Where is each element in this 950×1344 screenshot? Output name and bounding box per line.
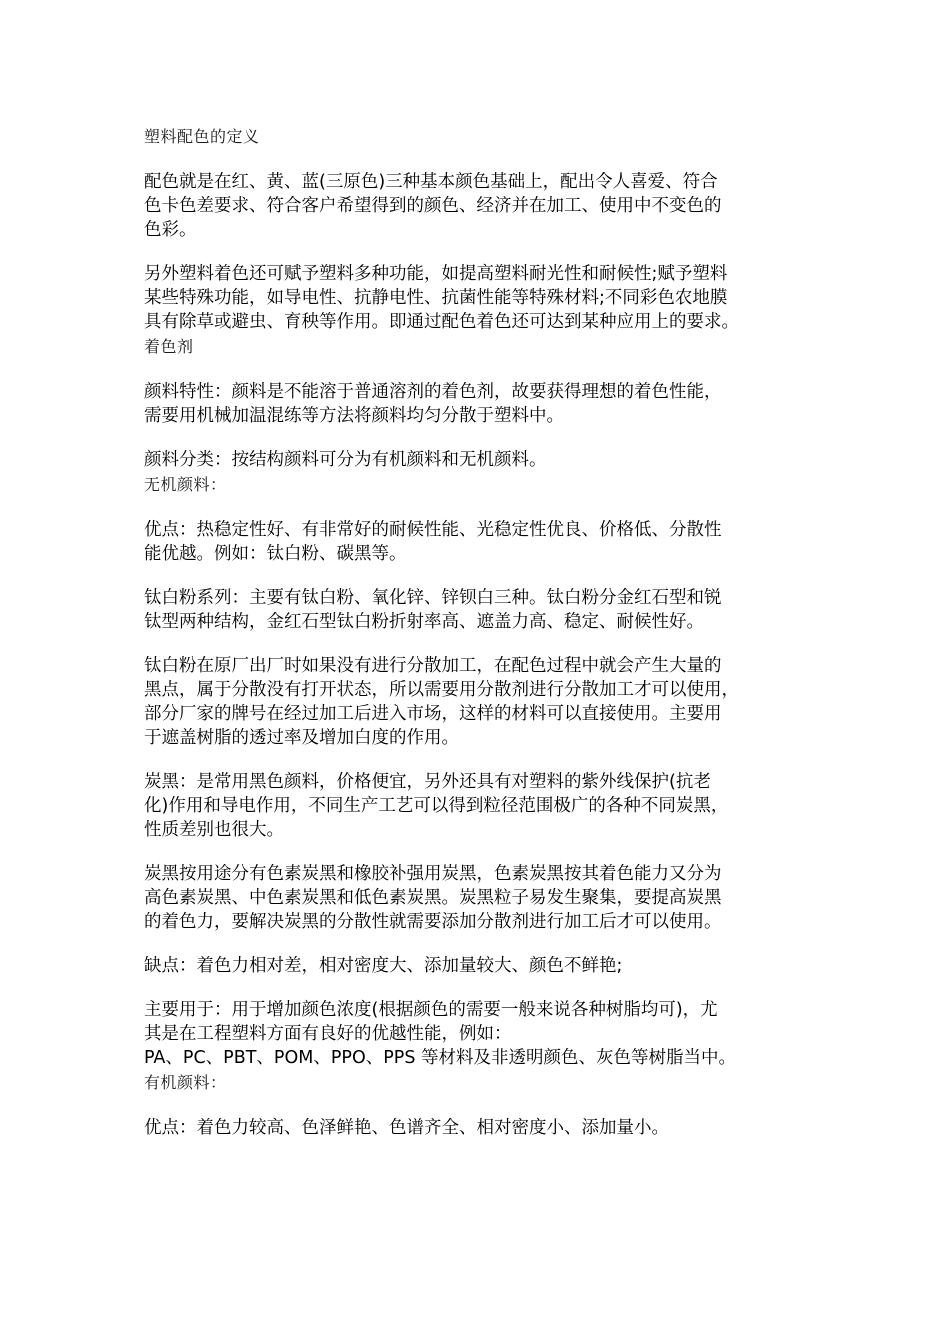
intro-paragraph-1: 配色就是在红、黄、蓝(三原色)三种基本颜色基础上，配出令人喜爱、符合 色卡色差要求、符合客户希望得到的颜色、经济并在加工、使用中不变色的 色彩。 xyxy=(144,172,722,240)
pigment-classification-paragraph: 颜料分类：按结构颜料可分为有机颜料和无机颜料。 xyxy=(144,450,547,470)
titanium-series-paragraph: 钛白粉系列：主要有钛白粉、氧化锌、锌钡白三种。钛白粉分金红石型和锐 钛型两种结构，金红石型钛白粉折射率高、遮盖力高、稳定、耐候性好。 xyxy=(144,588,722,632)
inorganic-disadvantages-paragraph: 缺点：着色力相对差，相对密度大、添加量较大、颜色不鲜艳; xyxy=(144,956,623,976)
carbon-black-paragraph: 炭黑：是常用黑色颜料，价格便宜，另外还具有对塑料的紫外线保护(抗老 化)作用和导电作用，不同生产工艺可以得到粒径范围极广的各种不同炭黑， 性质差别也很大。 xyxy=(144,772,729,840)
document-body xyxy=(144,124,814,1140)
organic-advantages-paragraph: 优点：着色力较高、色泽鲜艳、色谱齐全、相对密度小、添加量小。 xyxy=(144,1118,669,1138)
document-title: 塑料配色的定义 xyxy=(144,127,260,146)
inorganic-pigment-heading: 无机颜料： xyxy=(144,475,227,494)
colorant-heading: 着色剂 xyxy=(144,337,194,356)
intro-paragraph-2: 另外塑料着色还可赋予塑料多种功能，如提高塑料耐光性和耐候性;赋予塑料 某些特殊功能，如导电性、抗静电性、抗菌性能等特殊材料;不同彩色农地膜 具有除草或避虫、育秧等作用。即通过配色着色还可达到某种应用上的要求。 xyxy=(144,264,739,332)
inorganic-advantages-paragraph: 优点：热稳定性好、有非常好的耐候性能、光稳定性优良、价格低、分散性 能优越。例如：钛白粉、碳黑等。 xyxy=(144,520,722,564)
pigment-property-paragraph: 颜料特性：颜料是不能溶于普通溶剂的着色剂，故要获得理想的着色性能， 需要用机械加温混练等方法将颜料均匀分散于塑料中。 xyxy=(144,382,722,426)
titanium-processing-paragraph: 钛白粉在原厂出厂时如果没有进行分散加工，在配色过程中就会产生大量的 黑点，属于分散没有打开状态，所以需要用分散剂进行分散加工才可以使用， 部分厂家的牌号在经过加工后进入市场，这样的材料可以直接使用。主要用 于遮盖树脂的透过率及增加白度的作用。 xyxy=(144,656,739,748)
carbon-black-types-paragraph: 炭黑按用途分有色素炭黑和橡胶补强用炭黑，色素炭黑按其着色能力又分为 高色素炭黑、中色素炭黑和低色素炭黑。炭黑粒子易发生聚集，要提高炭黑 的着色力，要解决炭黑的分散性就需要添加分散剂进行加工后才可以使用。 xyxy=(144,864,722,932)
organic-pigment-heading: 有机颜料： xyxy=(144,1073,227,1092)
main-uses-paragraph: 主要用于：用于增加颜色浓度(根据颜色的需要一般来说各种树脂均可)，尤 其是在工程塑料方面有良好的优越性能，例如： PA、PC、PBT、POM、PPO、PPS 等材料及非透明颜色、灰色等树脂当中。 xyxy=(144,1000,737,1068)
